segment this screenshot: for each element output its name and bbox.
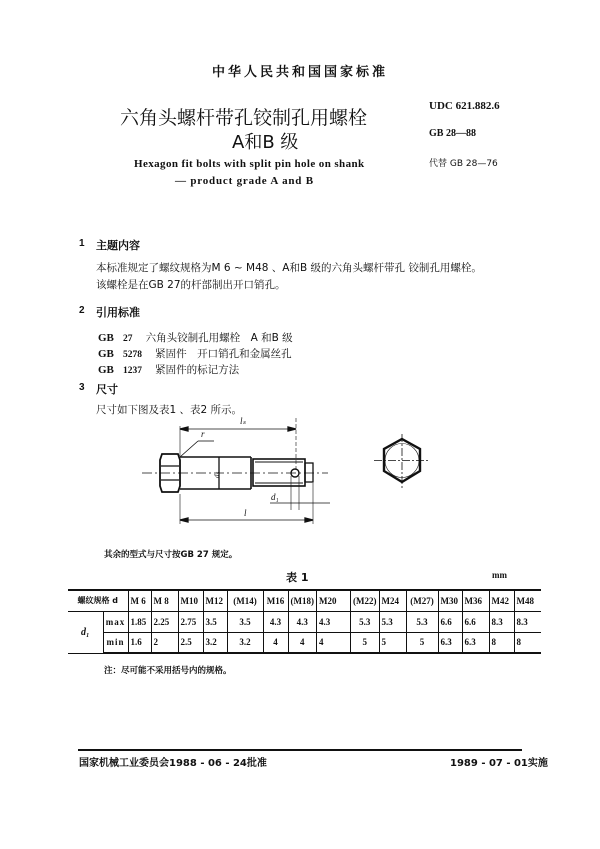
table-footnote: 注：尽可能不采用括号内的规格。	[104, 666, 232, 676]
section-1-title: 主题内容	[96, 239, 140, 252]
row-label-min: min	[103, 632, 128, 653]
thread-spec-header: 螺纹规格 d	[68, 590, 128, 611]
table-cell: 4.3	[263, 611, 288, 632]
bolt-side-view-drawing	[140, 412, 350, 527]
section-3-number: 3	[79, 382, 85, 393]
replaces-standard: 代替 GB 28—76	[429, 159, 498, 169]
column-header: M10	[178, 590, 203, 611]
column-header: M 8	[151, 590, 178, 611]
table-cell: 5.3	[379, 611, 406, 632]
table-cell: 4.3	[317, 611, 351, 632]
column-header: M36	[462, 590, 489, 611]
reference-prefix: GB	[98, 364, 114, 376]
reference-prefix: GB	[98, 332, 114, 344]
reference-number: 1237	[123, 366, 142, 376]
table-row-max	[68, 611, 541, 632]
table-cell: 2.75	[178, 611, 203, 632]
column-header: (M27)	[406, 590, 438, 611]
table-row-min	[68, 632, 541, 653]
gb-number: GB 28—88	[429, 128, 476, 139]
table-cell: 8	[489, 632, 514, 653]
reference-text: 紧固件 开口销孔和金属丝孔	[155, 348, 292, 360]
approval-date: 国家机械工业委员会1988 - 06 - 24批准	[79, 758, 267, 769]
dimensions-table	[68, 589, 541, 654]
effective-date: 1989 - 07 - 01实施	[450, 758, 548, 769]
table-cell: 3.2	[203, 632, 227, 653]
document-title-en-line1: Hexagon fit bolts with split pin hole on shank	[134, 158, 365, 170]
column-header: M48	[514, 590, 541, 611]
reference-text: 紧固件的标记方法	[155, 364, 240, 376]
column-header: M12	[203, 590, 227, 611]
table-cell: 2.5	[178, 632, 203, 653]
table-cell: 6.3	[438, 632, 462, 653]
table-cell: 4	[263, 632, 288, 653]
column-header: M42	[489, 590, 514, 611]
table-cell: 6.6	[438, 611, 462, 632]
label-ls: lₛ	[240, 416, 246, 426]
table-unit: mm	[492, 570, 507, 580]
column-header: M20	[317, 590, 351, 611]
reference-text: 六角头铰制孔用螺栓 A 和B 级	[145, 332, 293, 344]
label-ds: dₛ	[213, 471, 221, 478]
table-cell: 4	[317, 632, 351, 653]
label-r: r	[201, 429, 205, 439]
d1-row-label: d₁	[68, 611, 103, 653]
section-2-title: 引用标准	[96, 306, 140, 319]
table-cell: 3.5	[203, 611, 227, 632]
table-caption: 表 1	[286, 571, 309, 584]
section-2-number: 2	[79, 305, 85, 316]
reference-number: 5278	[123, 350, 142, 360]
section-1-number: 1	[79, 238, 85, 249]
bolt-hex-end-view	[372, 432, 432, 492]
table-cell: 1.6	[128, 632, 151, 653]
column-header: M 6	[128, 590, 151, 611]
table-cell: 4	[288, 632, 317, 653]
table-cell: 5	[406, 632, 438, 653]
table-cell: 1.85	[128, 611, 151, 632]
document-title-grade: A和B 级	[232, 132, 299, 153]
table-cell: 8.3	[489, 611, 514, 632]
row-label-max: max	[103, 611, 128, 632]
table-cell: 6.3	[462, 632, 489, 653]
table-cell: 5	[379, 632, 406, 653]
reference-prefix: GB	[98, 348, 114, 360]
reference-number: 27	[123, 334, 133, 344]
column-header: (M18)	[288, 590, 317, 611]
document-title-zh: 六角头螺杆带孔铰制孔用螺栓	[120, 107, 368, 129]
udc-code: UDC 621.882.6	[429, 100, 500, 112]
footer-divider	[78, 749, 522, 751]
column-header: M16	[263, 590, 288, 611]
country-standard-heading: 中华人民共和国国家标准	[211, 65, 388, 80]
section-3-title: 尺寸	[96, 383, 118, 396]
table-cell: 4.3	[288, 611, 317, 632]
other-specs-note: 其余的型式与尺寸按GB 27 规定。	[104, 550, 238, 560]
table-cell: 5.3	[406, 611, 438, 632]
table-header-row	[68, 590, 541, 611]
table-cell: 5.3	[351, 611, 380, 632]
column-header: M30	[438, 590, 462, 611]
table-cell: 3.5	[227, 611, 263, 632]
label-l: l	[244, 508, 247, 518]
column-header: M24	[379, 590, 406, 611]
document-title-en-line2: — product grade A and B	[175, 175, 314, 187]
table-cell: 2	[151, 632, 178, 653]
column-header: (M22)	[351, 590, 380, 611]
column-header: (M14)	[227, 590, 263, 611]
reference-item	[98, 358, 239, 377]
table-cell: 8.3	[514, 611, 541, 632]
table-cell: 5	[351, 632, 380, 653]
section-1-line-2: 该螺栓是在GB 27的杆部制出开口销孔。	[96, 279, 286, 291]
section-1-line-1: 本标准规定了螺纹规格为M 6 ~ M48 、A和B 级的六角头螺杆带孔 铰制孔用螺栓。	[96, 262, 482, 274]
table-cell: 8	[514, 632, 541, 653]
table-cell: 6.6	[462, 611, 489, 632]
table-cell: 2.25	[151, 611, 178, 632]
label-d1: d₁	[271, 492, 279, 502]
section-3-line-1: 尺寸如下图及表1 、表2 所示。	[96, 404, 243, 416]
table-cell: 3.2	[227, 632, 263, 653]
